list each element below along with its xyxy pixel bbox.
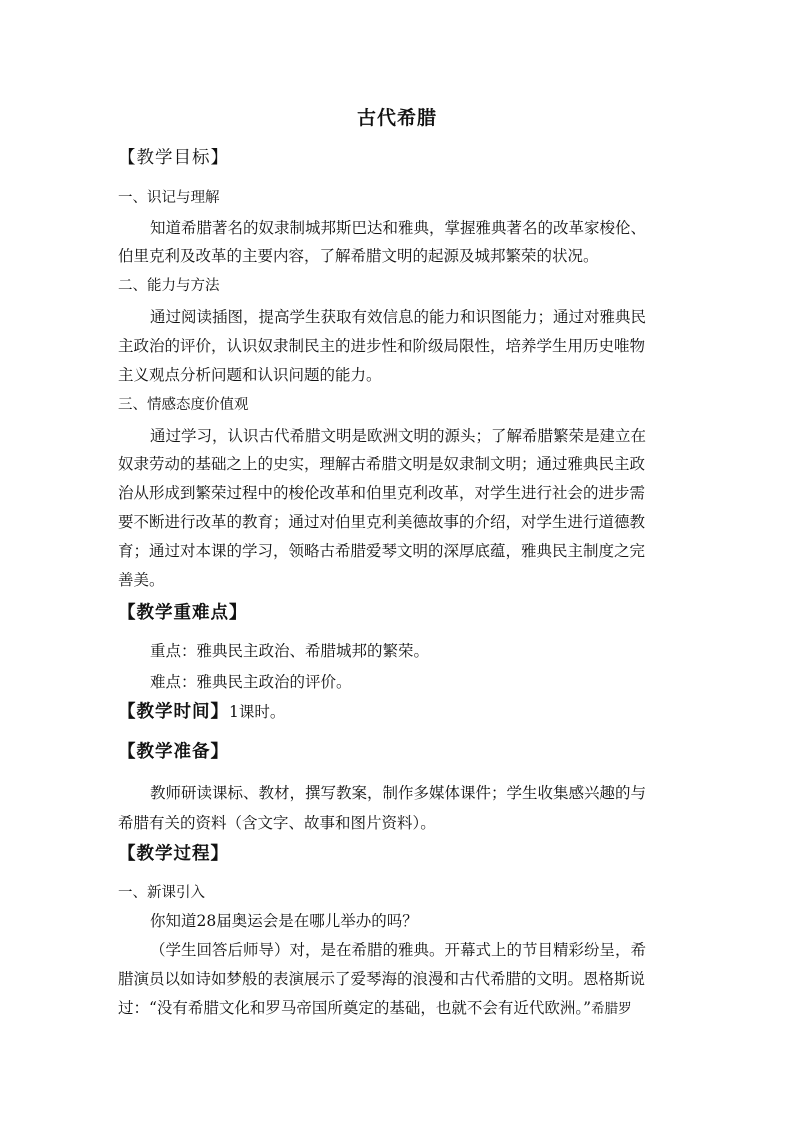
paragraph-line xyxy=(118,997,678,1020)
objectives-heading: 【教学目标】 xyxy=(118,148,229,168)
paragraph-line: 希腊有关的资料（含文字、故事和图片资料）。 xyxy=(118,814,436,832)
preparation-heading: 【教学准备】 xyxy=(118,742,229,762)
paragraph-line: 善美。 xyxy=(118,571,165,589)
paragraph-line: 教师研读课标、教材，撰写教案，制作多媒体课件；学生收集感兴趣的与 xyxy=(150,784,647,802)
page-title: 古代希腊 xyxy=(356,107,437,129)
paragraph-line: （学生回答后师导）对，是在希腊的雅典。开幕式上的节目精彩纷呈，希 xyxy=(150,941,647,959)
key-points-heading: 【教学重难点】 xyxy=(118,603,248,623)
section-heading-ability: 二、能力与方法 xyxy=(118,278,220,294)
paragraph-tail: 希腊罗 xyxy=(591,1001,632,1017)
paragraph-line: 伯里克利及改革的主要内容，了解希腊文明的起源及城邦繁荣的状况。 xyxy=(118,247,599,265)
section-heading-values: 三、情感态度价值观 xyxy=(118,397,249,413)
paragraph-line: 知道希腊著名的奴隶制城邦斯巴达和雅典，掌握雅典著名的改革家梭伦、 xyxy=(150,219,647,237)
section-heading-recall: 一、识记与理解 xyxy=(118,190,220,206)
paragraph-line: 你知道28届奥运会是在哪儿举办的吗？ xyxy=(150,912,418,930)
paragraph-line: 奴隶劳动的基础之上的史实，理解古希腊文明是奴隶制文明；通过雅典民主政 xyxy=(118,455,646,473)
paragraph-line: 腊演员以如诗如梦般的表演展示了爱琴海的浪漫和古代希腊的文明。恩格斯说 xyxy=(118,970,646,988)
teaching-time-value: 1课时。 xyxy=(229,703,286,721)
section-heading-intro: 一、新课引入 xyxy=(118,885,205,901)
teaching-time xyxy=(118,701,678,723)
key-point-difficulty: 难点：雅典民主政治的评价。 xyxy=(150,673,352,691)
paragraph-line: 要不断进行改革的教育；通过对伯里克利美德故事的介绍，对学生进行道德教 xyxy=(118,513,646,531)
paragraph-line: 主义观点分析问题和认识问题的能力。 xyxy=(118,366,382,384)
paragraph-line: 主政治的评价，认识奴隶制民主的进步性和阶级局限性，培养学生用历史唯物 xyxy=(118,337,646,355)
process-heading: 【教学过程】 xyxy=(118,844,229,864)
teaching-time-heading: 【教学时间】 xyxy=(118,702,229,722)
paragraph-text: 过：“没有希腊文化和罗马帝国所奠定的基础，也就不会有近代欧洲。” xyxy=(118,999,592,1017)
paragraph-line: 育；通过对本课的学习，领略古希腊爱琴文明的深厚底蕴，雅典民主制度之完 xyxy=(118,542,646,560)
paragraph-line: 通过阅读插图，提高学生获取有效信息的能力和识图能力；通过对雅典民 xyxy=(150,308,647,326)
key-point-focus: 重点：雅典民主政治、希腊城邦的繁荣。 xyxy=(150,642,430,660)
paragraph-line: 通过学习，认识古代希腊文明是欧洲文明的源头；了解希腊繁荣是建立在 xyxy=(150,427,647,445)
paragraph-line: 治从形成到繁荣过程中的梭伦改革和伯里克利改革，对学生进行社会的进步需 xyxy=(118,484,646,502)
